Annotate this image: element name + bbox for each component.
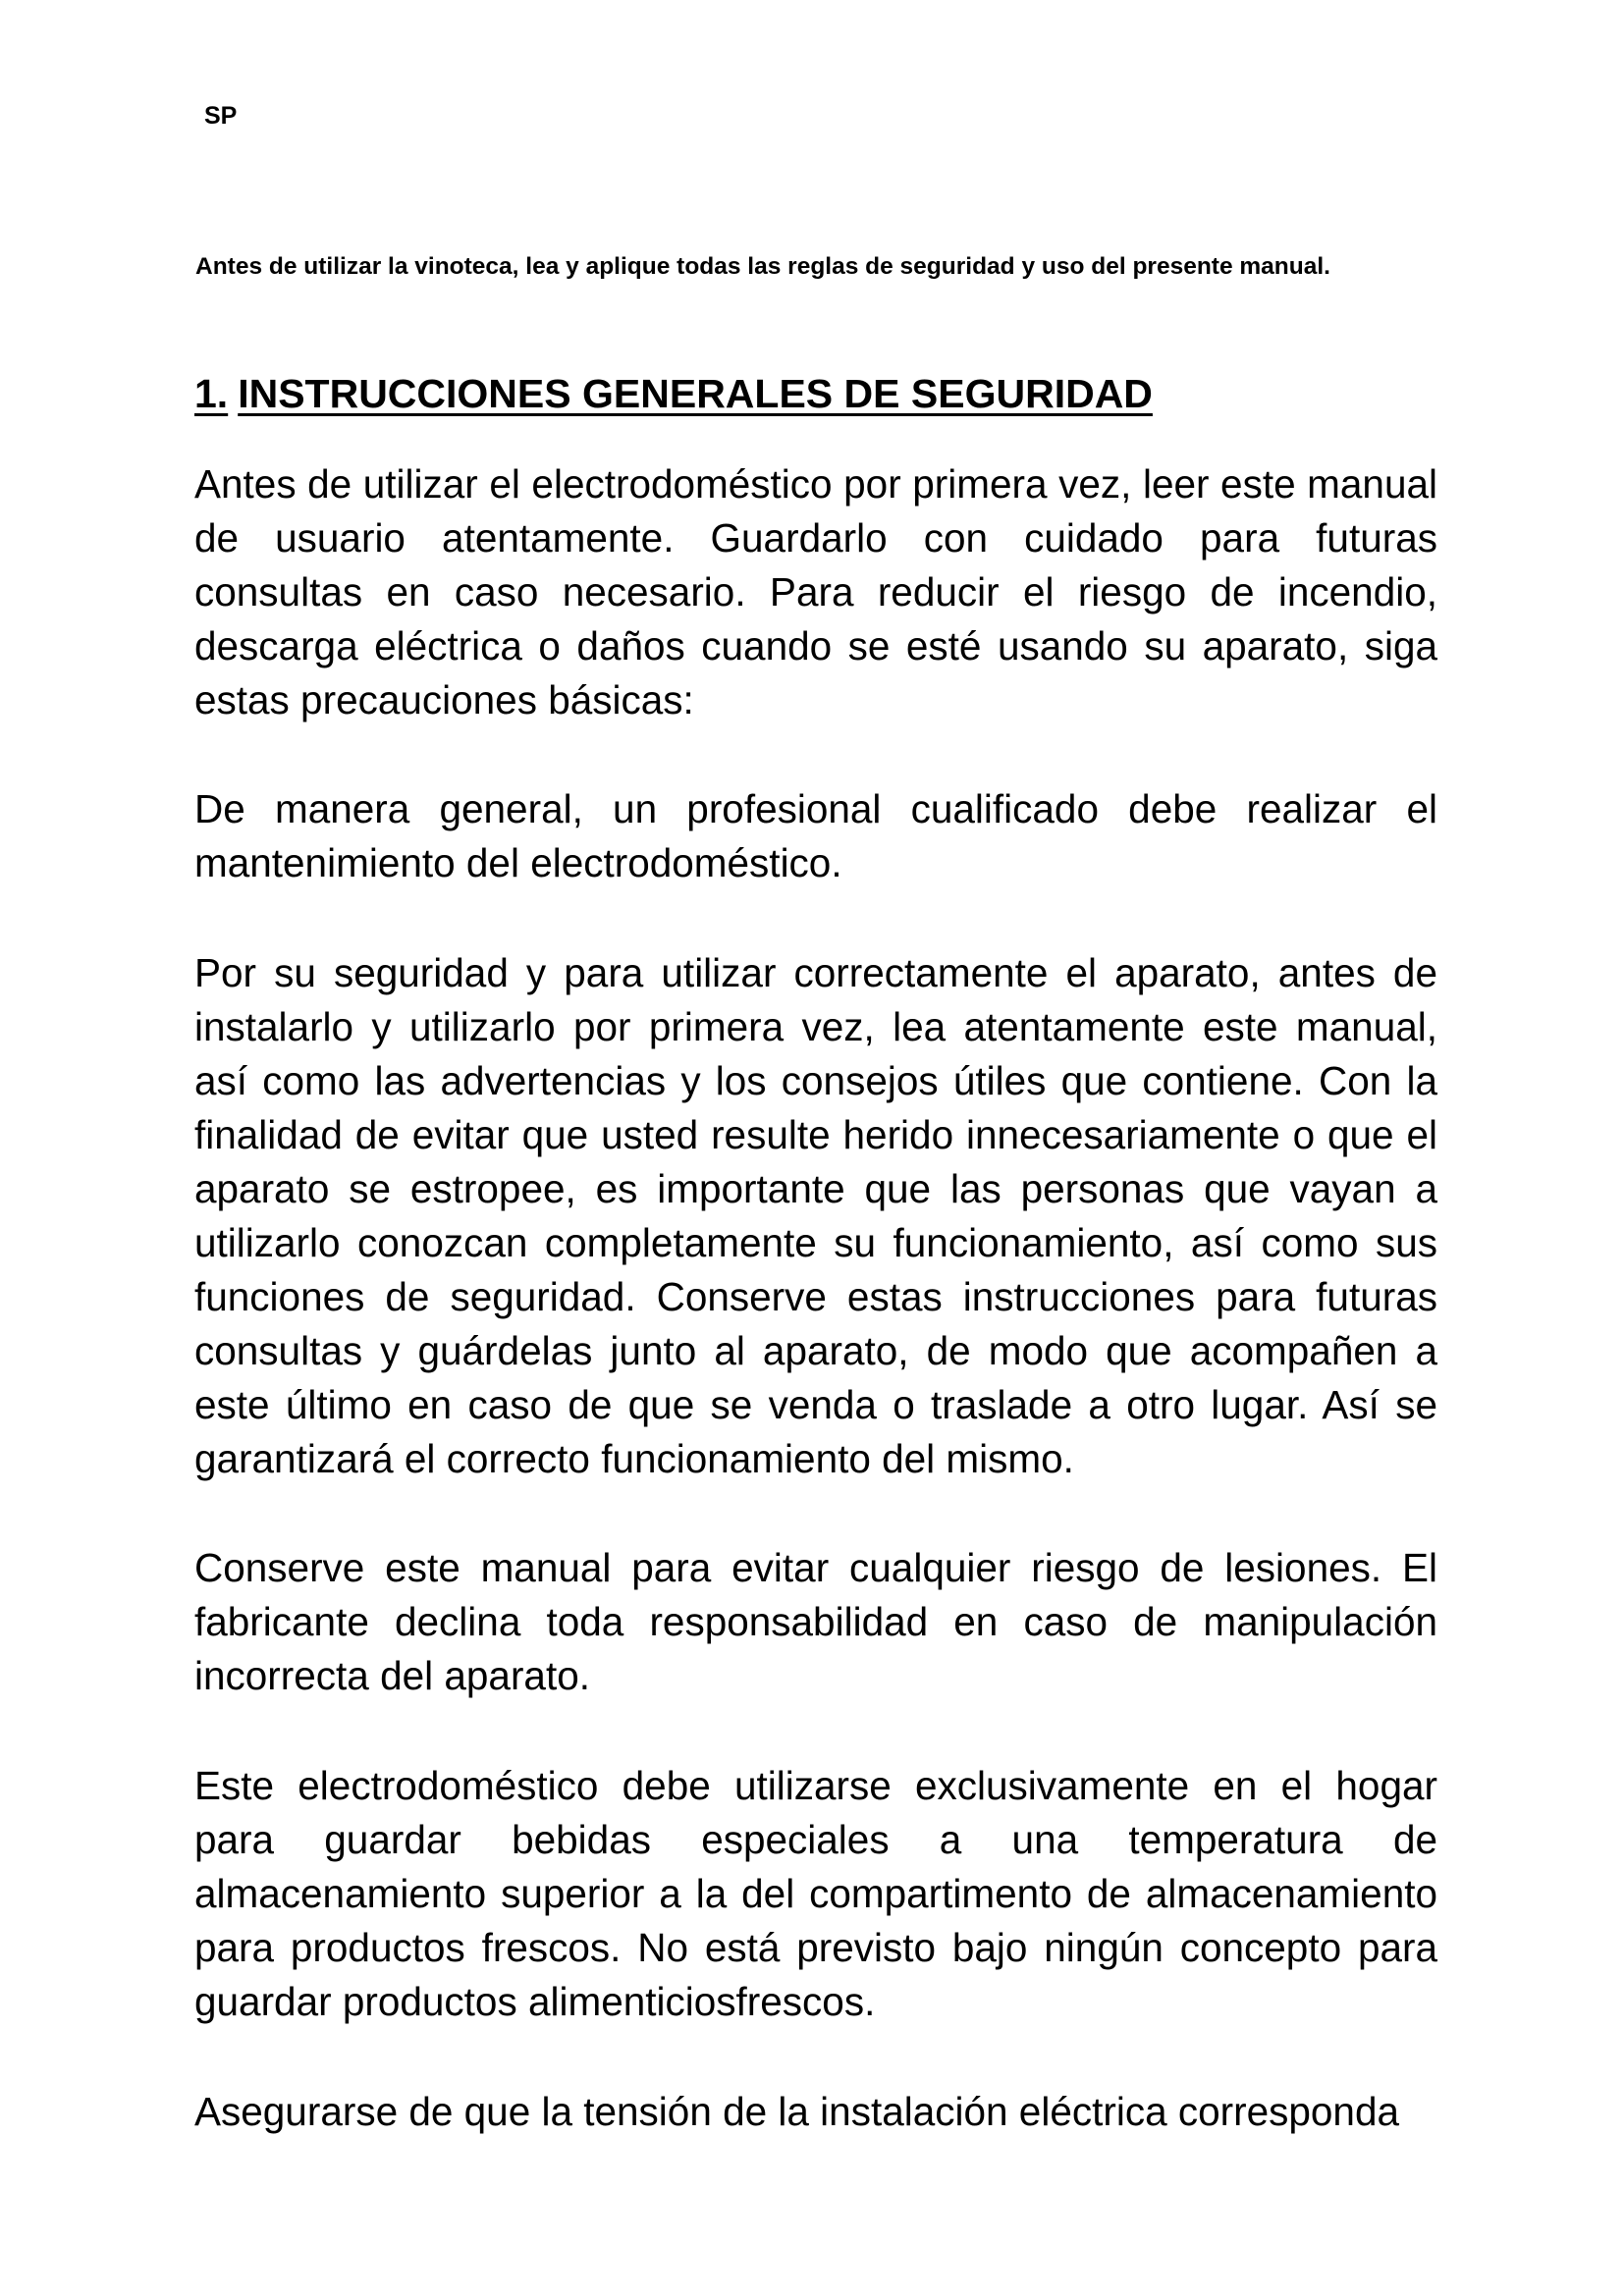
paragraph-keep-manual: Conserve este manual para evitar cualquier riesgo de lesiones. El fabricante declina toda responsabilidad en caso de manipulación incorrecta del aparato. (194, 1545, 1437, 1698)
section-number: 1. (194, 371, 229, 416)
paragraph-safety-use: Por su seguridad y para utilizar correctamente el aparato, antes de instalarlo y utilizarlo por primera vez, lea atentamente este manual, así como las advertencias y los consejos útiles que contiene. Con la finalidad de evitar que usted resulte herido innecesariamente o que el aparato se estropee, es importante que las personas que vayan a utilizarlo conozcan completamente su funcionamiento, así como sus funciones de seguridad. Conserve estas instrucciones para futuras consultas y guárdelas junto al aparato, de modo que acompañen a este último en caso de que se venda o traslade a otro lugar. Así se garantizará el correcto funcionamiento del mismo. (194, 950, 1437, 1481)
paragraph-read-manual: Antes de utilizar el electrodoméstico por primera vez, leer este manual de usuario atentamente. Guardarlo con cuidado para futuras consultas en caso necesario. Para reducir el riesgo de incendio, descarga eléctrica o daños cuando se esté usando su aparato, siga estas precauciones básicas: (194, 461, 1437, 722)
paragraph-intended-use: Este electrodoméstico debe utilizarse exclusivamente en el hogar para guardar bebidas especiales a una temperatura de almacenamiento superior a la del compartimento de almacenamiento para productos frescos. No está previsto bajo ningún concepto para guardar productos alimenticiosfrescos. (194, 1763, 1437, 2024)
paragraph-voltage: Asegurarse de que la tensión de la instalación eléctrica corresponda (194, 2089, 1400, 2134)
intro-warning: Antes de utilizar la vinoteca, lea y aplique todas las reglas de seguridad y uso del presente manual. (195, 253, 1330, 280)
paragraph-maintenance: De manera general, un profesional cualificado debe realizar el mantenimiento del electrodoméstico. (194, 786, 1437, 885)
language-code: SP (204, 102, 238, 130)
section-heading (194, 371, 1153, 417)
section-title: INSTRUCCIONES GENERALES DE SEGURIDAD (238, 371, 1153, 416)
